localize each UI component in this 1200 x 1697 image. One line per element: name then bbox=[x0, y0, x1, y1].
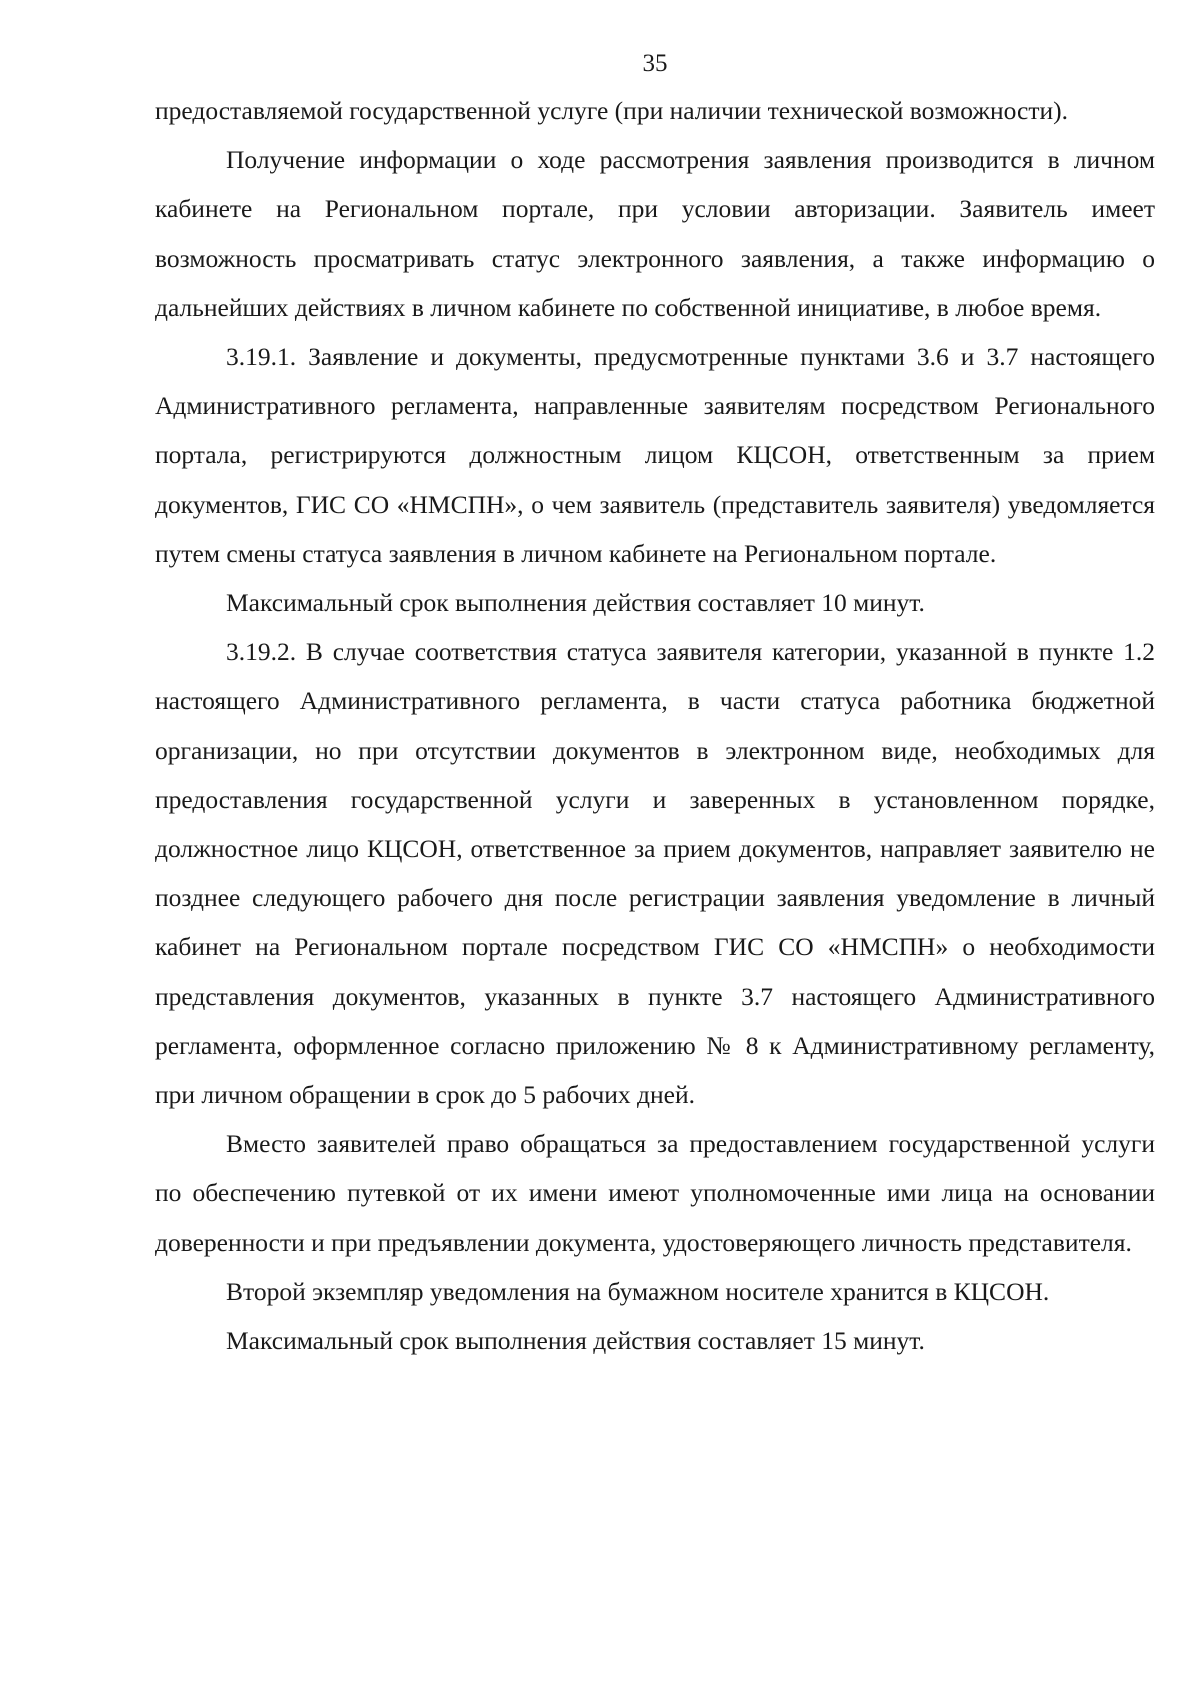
paragraph-3-19-1: 3.19.1. Заявление и документы, предусмотренные пунктами 3.6 и 3.7 настоящего Административного регламента, направленные заявителям посредством Регионального портала, регистрируются должностным лицом КЦСОН, ответственным за прием документов, ГИС СО «НМСПН», о чем заявитель (представитель заявителя) уведомляется путем смены статуса заявления в личном кабинете на Региональном портале. bbox=[155, 342, 1155, 568]
paragraph-max-time-15: Максимальный срок выполнения действия составляет 15 минут. bbox=[226, 1326, 925, 1356]
paragraph-continuation: предоставляемой государственной услуге (при наличии технической возможности). bbox=[155, 96, 1068, 125]
paragraph-second-copy: Второй экземпляр уведомления на бумажном носителе хранится в КЦСОН. bbox=[226, 1276, 1050, 1306]
paragraph-representatives: Вместо заявителей право обращаться за предоставлением государственной услуги по обеспечению путевкой от их имени имеют уполномоченные ими лица на основании доверенности и при предъявлении документа, удостоверяющего личность представителя. bbox=[155, 1129, 1155, 1257]
paragraph-3-19-2: 3.19.2. В случае соответствия статуса заявителя категории, указанной в пункте 1.2 настоящего Административного регламента, в части статуса работника бюджетной организации, но при отсутствии документов в электронном виде, необходимых для предоставления государственной услуги и заверенных в установленном порядке, должностное лицо КЦСОН, ответственное за прием документов, направляет заявителю не позднее следующего рабочего дня после регистрации заявления уведомление в личный кабинет на Региональном портале посредством ГИС СО «НМСПН» о необходимости представления документов, указанных в пункте 3.7 настоящего Административного регламента, оформленное согласно приложению № 8 к Административному регламенту, при личном обращении в срок до 5 рабочих дней. bbox=[155, 637, 1155, 1110]
document-page bbox=[155, 44, 1155, 1365]
paragraph-max-time-10: Максимальный срок выполнения действия составляет 10 минут. bbox=[226, 588, 925, 618]
page-number: 35 bbox=[642, 50, 668, 77]
paragraph-status-info: Получение информации о ходе рассмотрения заявления производится в личном кабинете на Региональном портале, при условии авторизации. Заявитель имеет возможность просматривать статус электронного заявления, а также информацию о дальнейших действиях в личном кабинете по собственной инициативе, в любое время. bbox=[155, 145, 1155, 322]
